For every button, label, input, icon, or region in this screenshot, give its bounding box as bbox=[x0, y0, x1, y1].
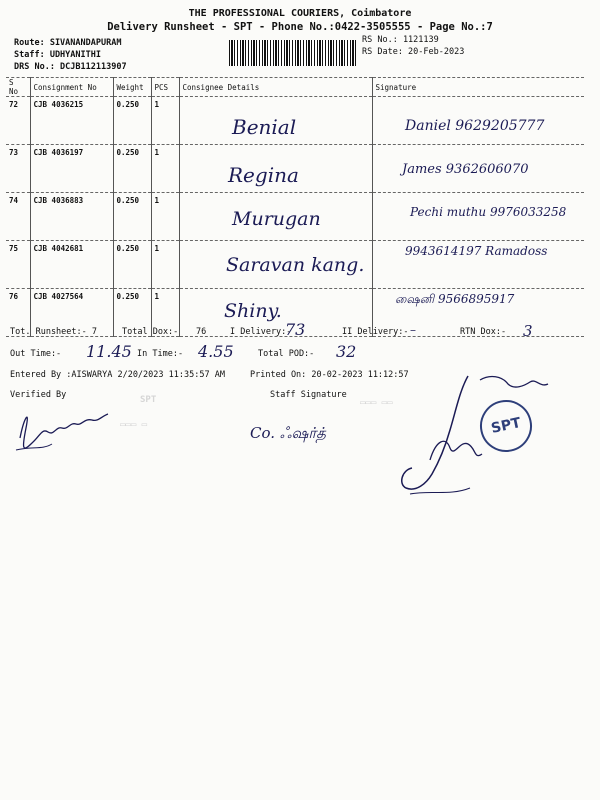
pcs-cell: 1 bbox=[151, 97, 179, 145]
faint-bleed-text: ▭▭▭ ▭ bbox=[120, 420, 148, 430]
rtn-dox-value: 3 bbox=[523, 322, 533, 340]
verified-by-label: Verified By bbox=[10, 390, 67, 400]
pcs-cell: 1 bbox=[151, 193, 179, 241]
rs-number: RS No.: 1121139 bbox=[362, 35, 439, 45]
col-header: Weight bbox=[113, 78, 151, 97]
col-header: S No bbox=[6, 78, 30, 97]
drs-number: DRS No.: DCJB112113907 bbox=[14, 62, 127, 72]
consignee-handwriting: Regina bbox=[228, 163, 299, 187]
weight-cell: 0.250 bbox=[113, 97, 151, 145]
i-delivery-label: I Delivery:- bbox=[230, 327, 292, 337]
consignee-handwriting: Saravan kang. bbox=[226, 254, 365, 276]
signature-handwriting: ஷைனி 9566895917 bbox=[395, 292, 515, 306]
out-time-value: 11.45 bbox=[86, 342, 132, 361]
consignment-cell: CJB 4027564 bbox=[30, 289, 113, 337]
rs-date: RS Date: 20-Feb-2023 bbox=[362, 47, 465, 57]
faint-bleed-text: ▭▭▭ ▭▭ bbox=[360, 398, 393, 408]
signature-handwriting: Daniel 9629205777 bbox=[405, 118, 545, 134]
sno-cell: 74 bbox=[6, 193, 30, 241]
ii-delivery-value: – bbox=[410, 323, 416, 337]
company-title: THE PROFESSIONAL COURIERS, Coimbatore bbox=[188, 8, 412, 19]
table-header-row bbox=[6, 78, 584, 97]
total-dox-value: 76 bbox=[196, 327, 207, 337]
entered-by: Entered By :AISWARYA 2/20/2023 11:35:57 AM bbox=[10, 370, 225, 380]
signature-handwriting: 9943614197 Ramadoss bbox=[405, 244, 548, 258]
col-header: Consignment No bbox=[30, 78, 113, 97]
consignment-cell: CJB 4042681 bbox=[30, 241, 113, 289]
printed-on: Printed On: 20-02-2023 11:12:57 bbox=[250, 370, 409, 380]
sno-cell: 75 bbox=[6, 241, 30, 289]
pcs-cell: 1 bbox=[151, 289, 179, 337]
signature-handwriting: Pechi muthu 9976033258 bbox=[410, 205, 567, 219]
total-pod-label: Total POD:- bbox=[258, 349, 315, 359]
consignee-handwriting: Murugan bbox=[232, 208, 321, 230]
faint-bleed-text: SPT bbox=[140, 395, 157, 405]
sno-cell: 73 bbox=[6, 145, 30, 193]
weight-cell: 0.250 bbox=[113, 241, 151, 289]
col-header: Consignee Details bbox=[179, 78, 372, 97]
consignee-handwriting: Benial bbox=[232, 115, 297, 139]
staff-signature-handwriting: Co. ஃஷர்த் bbox=[250, 424, 326, 442]
col-header: PCS bbox=[151, 78, 179, 97]
pcs-cell: 1 bbox=[151, 241, 179, 289]
weight-cell: 0.250 bbox=[113, 193, 151, 241]
signature-handwriting: James 9362606070 bbox=[402, 162, 529, 177]
consignment-cell: CJB 4036197 bbox=[30, 145, 113, 193]
staff-signature-label: Staff Signature bbox=[270, 390, 347, 400]
sno-cell: 76 bbox=[6, 289, 30, 337]
barcode bbox=[229, 40, 356, 66]
out-time-label: Out Time:- bbox=[10, 349, 62, 359]
weight-cell: 0.250 bbox=[113, 289, 151, 337]
in-time-value: 4.55 bbox=[198, 342, 234, 361]
i-delivery-value: 73 bbox=[285, 320, 306, 339]
rtn-dox-label: RTN Dox:- bbox=[460, 327, 507, 337]
in-time-label: In Time:- bbox=[137, 349, 184, 359]
manager-signature bbox=[390, 370, 560, 510]
sno-cell: 72 bbox=[6, 97, 30, 145]
col-header: Signature bbox=[372, 78, 584, 97]
total-pod-value: 32 bbox=[336, 342, 357, 361]
consignment-cell: CJB 4036215 bbox=[30, 97, 113, 145]
weight-cell: 0.250 bbox=[113, 145, 151, 193]
consignment-cell: CJB 4036883 bbox=[30, 193, 113, 241]
consignee-handwriting: Shiny. bbox=[224, 300, 282, 322]
total-dox-label: Total Dox:- bbox=[122, 327, 179, 337]
spt-stamp: SPT bbox=[475, 395, 537, 457]
tot-runsheet: Tot. Runsheet:- 7 bbox=[10, 327, 97, 337]
route: Route: SIVANANDAPURAM bbox=[14, 38, 122, 48]
ii-delivery-label: II Delivery:- bbox=[342, 327, 409, 337]
pcs-cell: 1 bbox=[151, 145, 179, 193]
staff: Staff: UDHYANITHI bbox=[14, 50, 101, 60]
verified-by-signature bbox=[12, 398, 122, 458]
runsheet-subtitle: Delivery Runsheet - SPT - Phone No.:0422-3505555 - Page No.:7 bbox=[107, 21, 493, 33]
